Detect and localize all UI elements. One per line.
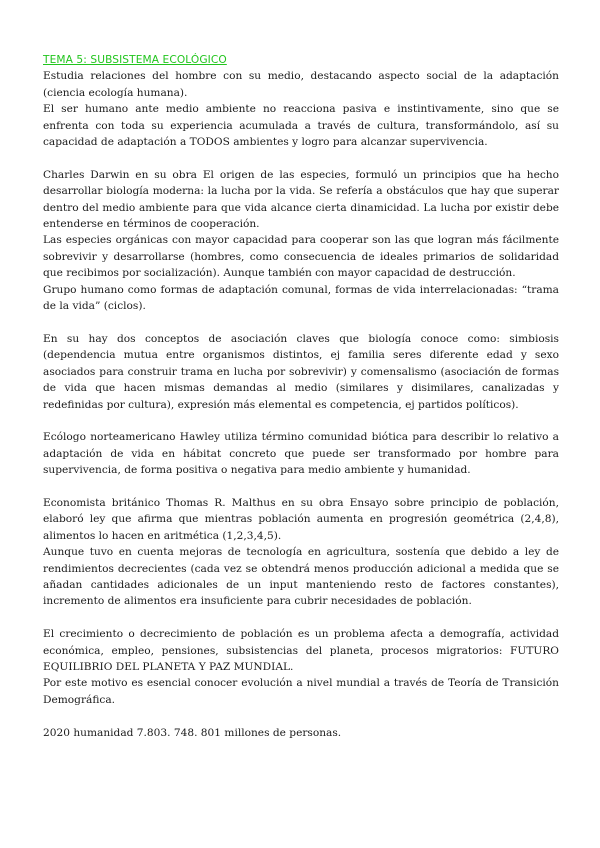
paragraph-intro: Estudia relaciones del hombre con su medio, destacando aspecto social de la adaptación (ciencia ecología humana). [43,70,559,99]
paragraph-gap [43,150,559,166]
paragraph-diminishing-returns: Aunque tuvo en cuenta mejoras de tecnología en agricultura, sostenía que debido a ley de rendimientos decrecientes (cada vez se obtendrá menos producción adicional a medida que se añadan cantidades adicionales de un input manteniendo resto de factores constantes), incremento de alimentos era insuficiente para cubrir necesidades de población. [43,546,559,608]
paragraph-cooperation: Las especies orgánicas con mayor capacidad para cooperar son las que logran más fácilmente sobrevivir y desarrollarse (hombres, como consecuencia de ideales primarios de solidaridad que recibimos por socialización). Aunque también con mayor capacidad de destrucción. [43,234,559,280]
paragraph-gap [43,610,559,626]
paragraph-darwin: Charles Darwin en su obra El origen de las especies, formuló un principios que ha hecho desarrollar biología moderna: la lucha por la vida. Se refería a obstáculos que hay que superar dentro del medio ambiente para que vida alcance cierta dinamicidad. La lucha por existir debe entenderse en términos de cooperación. [43,168,559,231]
paragraph-human-adaptation: El ser humano ante medio ambiente no reacciona pasiva e instintivamente, sino que se enfrenta con toda su experiencia acumulada a través de cultura, transformándolo, así su capacidad de adaptación a TODOS ambientes y logro para alcanzar supervivencia. [43,103,559,149]
paragraph-web-of-life: Grupo humano como formas de adaptación comunal, formas de vida interrelacionadas: “trama de la vida” (ciclos). [43,283,559,313]
paragraph-hawley: Ecólogo norteamericano Hawley utiliza término comunidad biótica para describir lo relativo a adaptación de vida en hábitat concreto que puede ser transformado por hombre para supervivencia, de forma positiva o negativa para medio ambiente y humanidad. [43,431,559,477]
paragraph-gap [43,314,559,330]
paragraph-gap [43,413,559,429]
paragraph-symbiosis: En su hay dos conceptos de asociación claves que biología conoce como: simbiosis (dependencia mutua entre organismos distintos, ej familia seres diferente edad y sexo asociados para construir trama en lucha por sobrevivir) y comensalismo (asociación de formas de vida que hacen mismas demandas al medio (similares y disimilares, canalizadas y redefinidas por cultura), expresión más elemental es competencia, ej partidos políticos). [43,332,559,411]
paragraph-population-growth: El crecimiento o decrecimiento de población es un problema afecta a demografía, actividad económica, empleo, pensiones, subsistencias del planeta, procesos migratorios: FUTURO EQUILIBRIO DEL PLANETA Y PAZ MUNDIAL. [43,628,559,673]
paragraph-demographic-transition: Por este motivo es esencial conocer evolución a nivel mundial a través de Teoría de Transición Demográfica. [43,677,559,706]
paragraph-gap [43,708,559,724]
section-title: TEMA 5: SUBSISTEMA ECOLÓGICO [43,54,227,66]
paragraph-world-population: 2020 humanidad 7.803. 748. 801 millones de personas. [43,726,342,739]
paragraph-gap [43,479,559,495]
paragraph-malthus: Economista británico Thomas R. Malthus en su obra Ensayo sobre principio de población, elaboró ley que afirma que mientras población aumenta en progresión geométrica (2,4,8), alimentos lo hacen en aritmética (1,2,3,4,5). [43,496,559,542]
